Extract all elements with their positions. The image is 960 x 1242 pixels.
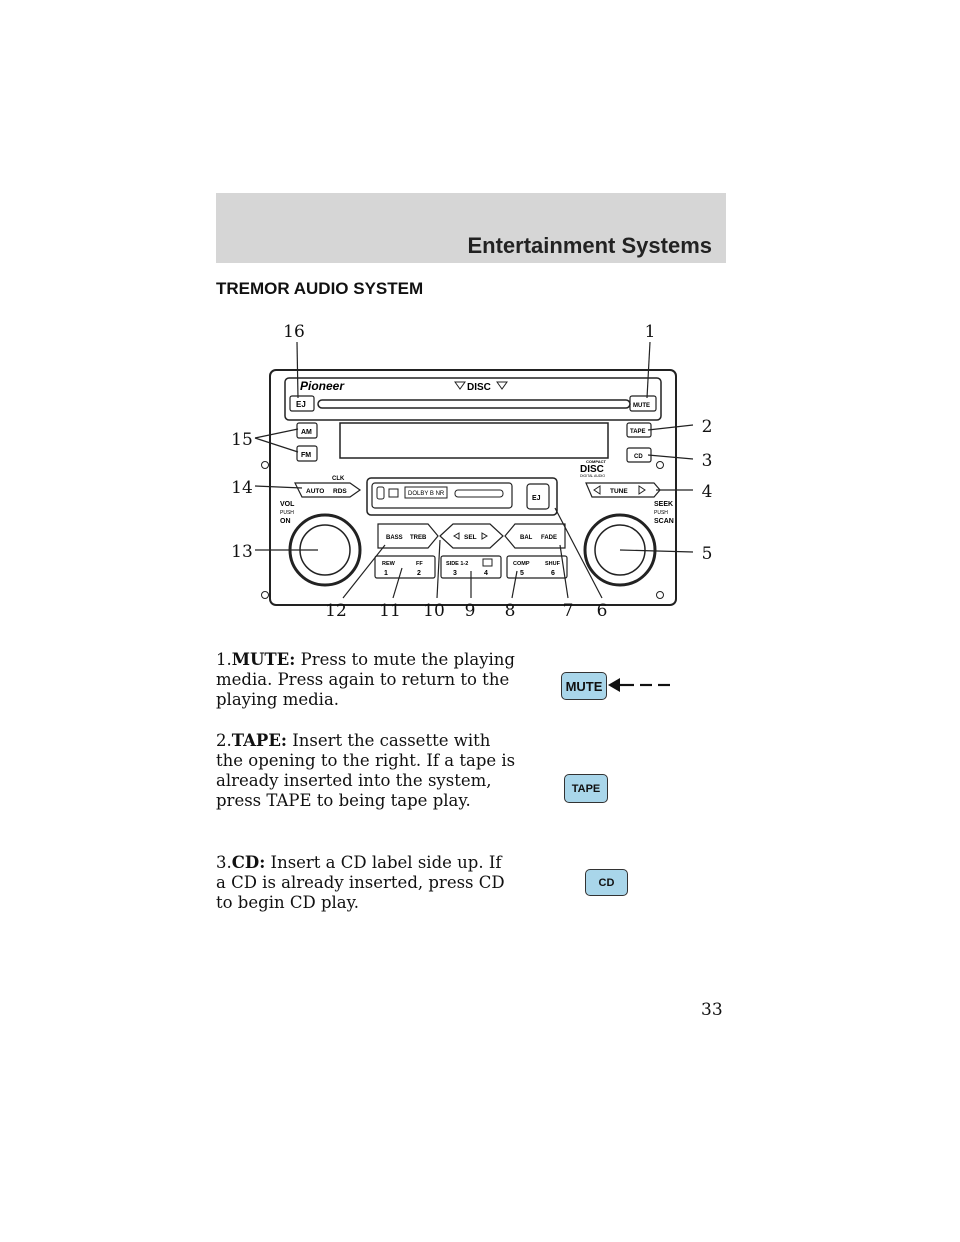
display-window [340,423,608,458]
rds-button[interactable]: RDS [333,488,347,495]
vol-label: VOL [280,501,295,508]
brand-logo: Pioneer [300,379,345,393]
fm-button[interactable]: FM [301,452,312,459]
callout-8: 8 [504,601,516,621]
callout-9: 9 [464,601,476,621]
item-term: CD: [231,853,266,872]
ff-label: FF [416,561,423,567]
dolby-label: DOLBY B NR [408,491,445,497]
preset-2-button[interactable]: 2 [417,570,421,577]
treb-button[interactable]: TREB [410,535,427,541]
callout-15: 15 [231,430,253,450]
item-number: 3. [216,853,232,872]
on-label: ON [280,518,291,525]
tape-button[interactable]: TAPE [630,429,646,435]
callout-5: 5 [701,544,713,564]
callout-14: 14 [231,478,253,498]
callout-10: 10 [423,601,445,621]
sel-button[interactable]: SEL [464,534,477,541]
callout-11: 11 [379,601,401,621]
shuf-label: SHUF [545,561,560,567]
bal-button[interactable]: BAL [520,535,533,541]
item-tape [216,731,516,811]
cd-icon: CD [585,869,628,896]
page-number: 33 [701,1000,723,1020]
callout-3: 3 [701,451,713,471]
callout-12: 12 [325,601,347,621]
mute-icon: MUTE [561,672,607,700]
header-title: Entertainment Systems [467,233,712,258]
callout-13: 13 [231,542,253,562]
bass-button[interactable]: BASS [386,535,403,541]
auto-button[interactable]: AUTO [306,488,325,495]
am-button[interactable]: AM [301,429,312,436]
rew-label: REW [382,561,395,567]
item-number: 2. [216,731,232,750]
callout-1: 1 [644,322,656,342]
seek-label: SEEK [654,501,674,508]
fade-button[interactable]: FADE [541,535,558,541]
disc-slot [318,400,630,408]
tune-button[interactable]: TUNE [610,488,628,495]
radio-diagram [216,305,726,635]
item-text: Press to mute the playing media. Press again to return to the playing media. [216,650,515,709]
arrow-left-icon [606,675,672,695]
item-number: 1. [216,650,232,669]
cd-logo-line2: DISC [580,464,604,475]
preset-4-button[interactable]: 4 [484,570,488,577]
item-mute [216,650,516,710]
callout-2: 2 [701,417,713,437]
ej-tape-button[interactable]: EJ [532,495,541,502]
ej-top-button[interactable]: EJ [296,400,306,409]
item-term: MUTE: [231,650,296,669]
preset-1-button[interactable]: 1 [384,570,388,577]
callout-4: 4 [701,482,713,502]
push-left-label: PUSH [280,510,294,516]
mute-button[interactable]: MUTE [633,403,650,409]
push-right-label: PUSH [654,510,668,516]
callout-16: 16 [283,322,305,342]
scan-label: SCAN [654,518,674,525]
item-text: Insert a CD label side up. If a CD is already inserted, press CD to begin CD play. [216,853,505,912]
section-title: TREMOR AUDIO SYSTEM [216,279,424,298]
cd-logo-line1: COMPACT [586,459,606,464]
preset-5-button[interactable]: 5 [520,570,524,577]
header-band [216,193,726,263]
item-term: TAPE: [231,731,288,750]
clk-label: CLK [332,476,345,482]
callout-6: 6 [596,601,608,621]
side-label: SIDE 1-2 [446,561,469,567]
preset-6-button[interactable]: 6 [551,570,555,577]
disc-label: DISC [467,382,491,393]
preset-3-button[interactable]: 3 [453,570,457,577]
cd-button[interactable]: CD [634,454,643,460]
callout-7: 7 [562,601,574,621]
item-text: Insert the cassette with the opening to the right. If a tape is already inserted into the system, press TAPE to being tape play. [216,731,516,810]
comp-label: COMP [513,561,530,567]
item-cd [216,853,516,913]
tape-icon: TAPE [564,774,608,803]
cd-logo-line3: DIGITAL AUDIO [580,474,606,478]
